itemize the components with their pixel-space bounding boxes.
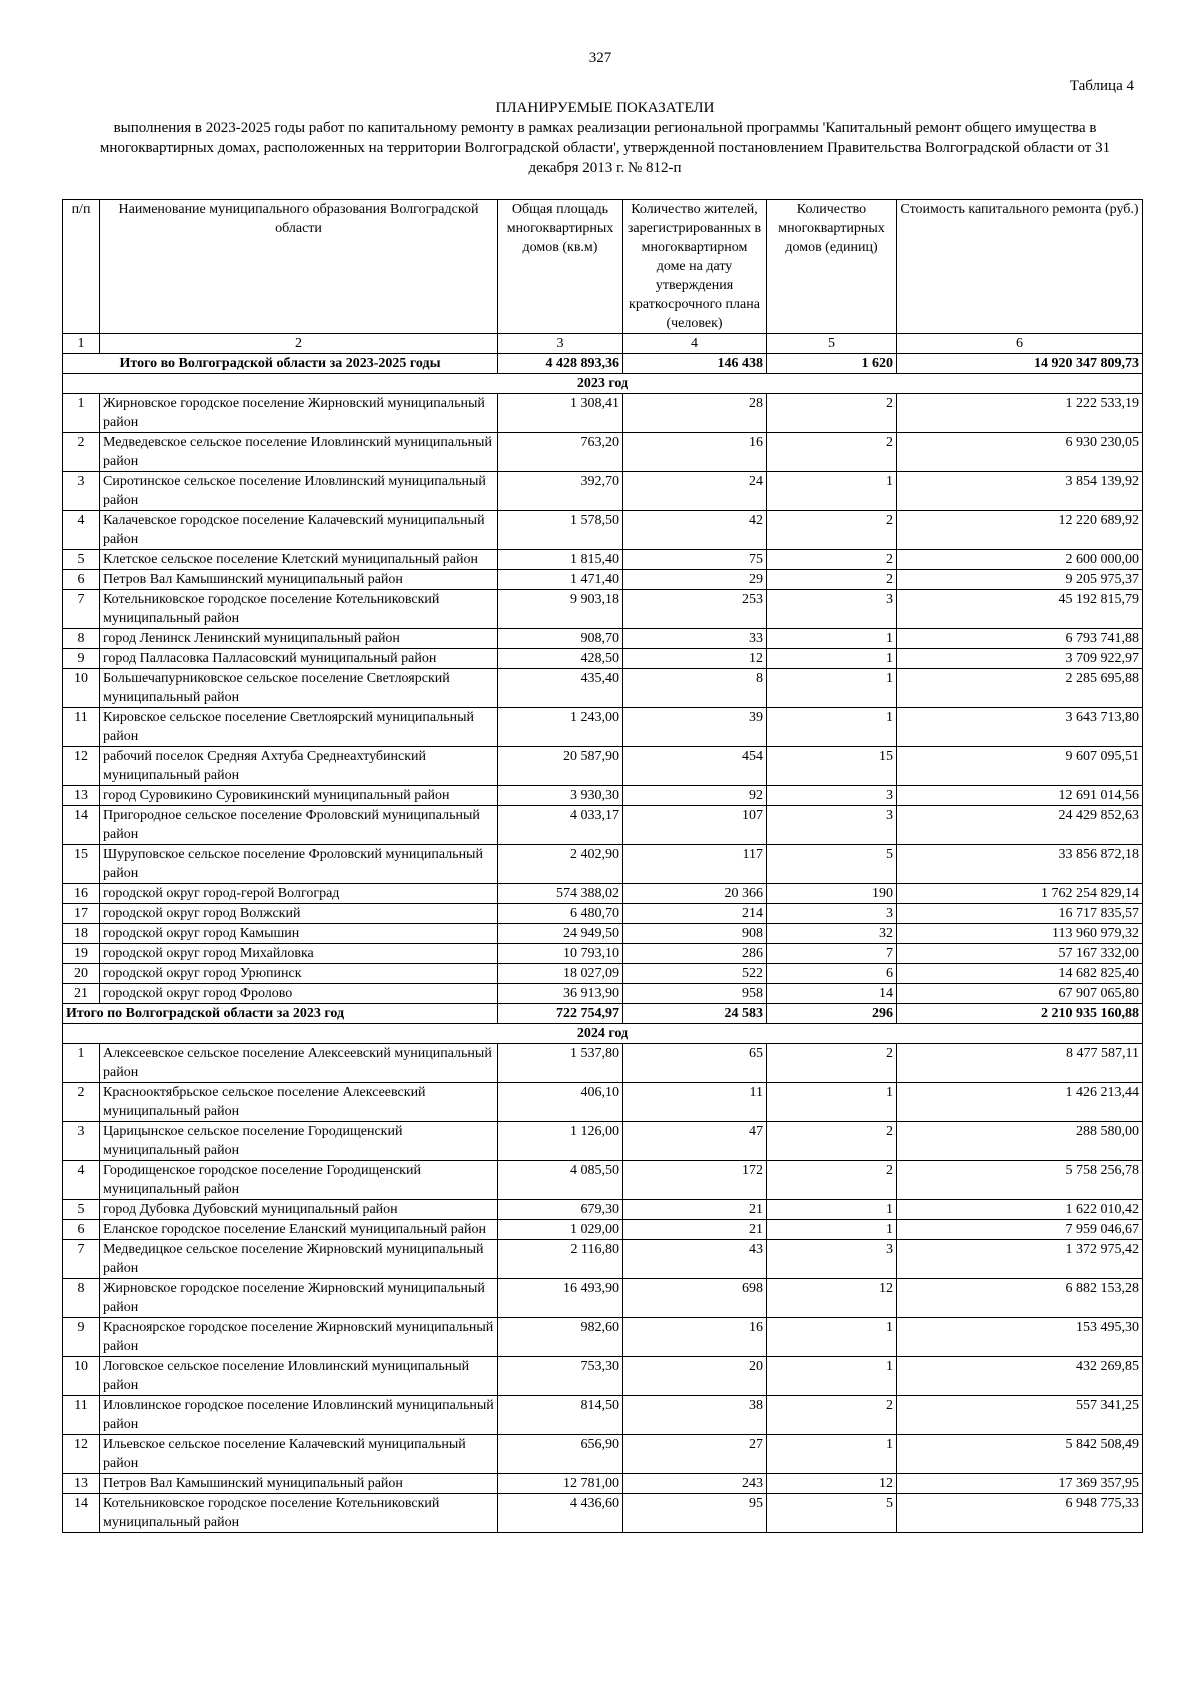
column-number: 1 [63,334,100,354]
year-total-residents: 24 583 [623,1004,767,1024]
houses-value: 14 [767,984,897,1004]
municipality-name: Медведевское сельское поселение Иловлинский муниципальный район [100,433,498,472]
municipality-name: Котельниковское городское поселение Котельниковский муниципальный район [100,1494,498,1533]
cost-value: 3 643 713,80 [897,708,1143,747]
municipality-name: Петров Вал Камышинский муниципальный район [100,1474,498,1494]
houses-value: 5 [767,1494,897,1533]
area-value: 1 029,00 [498,1220,623,1240]
cost-value: 557 341,25 [897,1396,1143,1435]
residents-value: 698 [623,1279,767,1318]
municipality-name: Красноярское городское поселение Жирновский муниципальный район [100,1318,498,1357]
table-row [63,1357,1143,1396]
table-row [63,1474,1143,1494]
row-number: 18 [63,924,100,944]
table-row [63,747,1143,786]
cost-value: 6 882 153,28 [897,1279,1143,1318]
cost-value: 9 205 975,37 [897,570,1143,590]
municipality-name: Медведицкое сельское поселение Жирновский муниципальный район [100,1240,498,1279]
header-cost: Стоимость капитального ремонта (руб.) [897,200,1143,334]
row-number: 13 [63,786,100,806]
area-value: 36 913,90 [498,984,623,1004]
area-value: 2 116,80 [498,1240,623,1279]
municipality-name: Клетское сельское поселение Клетский муниципальный район [100,550,498,570]
row-number: 15 [63,845,100,884]
table-row [63,1240,1143,1279]
houses-value: 2 [767,570,897,590]
header-houses: Количество многоквартирных домов (единиц) [767,200,897,334]
table-row [63,984,1143,1004]
residents-value: 21 [623,1220,767,1240]
column-number: 6 [897,334,1143,354]
residents-value: 16 [623,433,767,472]
houses-value: 2 [767,1044,897,1083]
cost-value: 5 758 256,78 [897,1161,1143,1200]
row-number: 8 [63,1279,100,1318]
municipality-name: Пригородное сельское поселение Фроловский муниципальный район [100,806,498,845]
residents-value: 908 [623,924,767,944]
area-value: 406,10 [498,1083,623,1122]
area-value: 1 243,00 [498,708,623,747]
header-row [63,200,1143,334]
cost-value: 1 426 213,44 [897,1083,1143,1122]
municipality-name: Еланское городское поселение Еланский муниципальный район [100,1220,498,1240]
row-number: 14 [63,806,100,845]
column-number-row [63,334,1143,354]
header-area: Общая площадь многоквартирных домов (кв.м) [498,200,623,334]
row-number: 19 [63,944,100,964]
year-total-houses: 296 [767,1004,897,1024]
row-number: 12 [63,747,100,786]
municipality-name: городской округ город Урюпинск [100,964,498,984]
cost-value: 153 495,30 [897,1318,1143,1357]
area-value: 6 480,70 [498,904,623,924]
row-number: 6 [63,570,100,590]
houses-value: 1 [767,472,897,511]
houses-value: 1 [767,669,897,708]
row-number: 10 [63,1357,100,1396]
municipality-name: город Дубовка Дубовский муниципальный район [100,1200,498,1220]
column-number: 3 [498,334,623,354]
table-row [63,1494,1143,1533]
houses-value: 2 [767,511,897,550]
grand-total-houses: 1 620 [767,354,897,374]
residents-value: 253 [623,590,767,629]
residents-value: 42 [623,511,767,550]
residents-value: 95 [623,1494,767,1533]
houses-value: 32 [767,924,897,944]
cost-value: 8 477 587,11 [897,1044,1143,1083]
table-row [63,1220,1143,1240]
table-row [63,1279,1143,1318]
header-municipality: Наименование муниципального образования Волгоградской области [100,200,498,334]
houses-value: 2 [767,1122,897,1161]
municipality-name: Большечапурниковское сельское поселение Светлоярский муниципальный район [100,669,498,708]
cost-value: 432 269,85 [897,1357,1143,1396]
table-row [63,1396,1143,1435]
houses-value: 1 [767,1200,897,1220]
houses-value: 3 [767,806,897,845]
row-number: 3 [63,472,100,511]
table-row [63,1044,1143,1083]
table-row [63,629,1143,649]
table-row [63,1122,1143,1161]
houses-value: 3 [767,904,897,924]
table-row [63,786,1143,806]
houses-value: 1 [767,1435,897,1474]
residents-value: 43 [623,1240,767,1279]
row-number: 2 [63,433,100,472]
grand-total-label: Итого во Волгоградской области за 2023-2025 годы [63,354,498,374]
houses-value: 1 [767,1083,897,1122]
houses-value: 190 [767,884,897,904]
table-row [63,1318,1143,1357]
cost-value: 7 959 046,67 [897,1220,1143,1240]
area-value: 1 308,41 [498,394,623,433]
table-row [63,845,1143,884]
grand-total-row [63,354,1143,374]
table-row [63,472,1143,511]
residents-value: 117 [623,845,767,884]
row-number: 4 [63,1161,100,1200]
houses-value: 15 [767,747,897,786]
table-row [63,944,1143,964]
area-value: 10 793,10 [498,944,623,964]
houses-value: 5 [767,845,897,884]
column-number: 2 [100,334,498,354]
year-label: 2023 год [63,374,1143,394]
table-row [63,904,1143,924]
year-header-row [63,1024,1143,1044]
residents-value: 107 [623,806,767,845]
cost-value: 12 220 689,92 [897,511,1143,550]
residents-value: 24 [623,472,767,511]
table-row [63,1435,1143,1474]
residents-value: 92 [623,786,767,806]
municipality-name: городской округ город Камышин [100,924,498,944]
houses-value: 6 [767,964,897,984]
area-value: 20 587,90 [498,747,623,786]
residents-value: 47 [623,1122,767,1161]
grand-total-area: 4 428 893,36 [498,354,623,374]
area-value: 9 903,18 [498,590,623,629]
houses-value: 2 [767,550,897,570]
row-number: 2 [63,1083,100,1122]
area-value: 1 578,50 [498,511,623,550]
residents-value: 8 [623,669,767,708]
municipality-name: Сиротинское сельское поселение Иловлинский муниципальный район [100,472,498,511]
municipality-name: Иловлинское городское поселение Иловлинский муниципальный район [100,1396,498,1435]
residents-value: 27 [623,1435,767,1474]
residents-value: 11 [623,1083,767,1122]
houses-value: 2 [767,394,897,433]
table-row [63,669,1143,708]
residents-value: 958 [623,984,767,1004]
area-value: 12 781,00 [498,1474,623,1494]
cost-value: 3 854 139,92 [897,472,1143,511]
cost-value: 45 192 815,79 [897,590,1143,629]
row-number: 21 [63,984,100,1004]
year-label: 2024 год [63,1024,1143,1044]
table-row [63,550,1143,570]
row-number: 5 [63,1200,100,1220]
row-number: 5 [63,550,100,570]
area-value: 392,70 [498,472,623,511]
municipality-name: Жирновское городское поселение Жирновский муниципальный район [100,1279,498,1318]
header-number: п/п [63,200,100,334]
table-row [63,394,1143,433]
residents-value: 243 [623,1474,767,1494]
area-value: 982,60 [498,1318,623,1357]
area-value: 2 402,90 [498,845,623,884]
residents-value: 16 [623,1318,767,1357]
municipality-name: город Ленинск Ленинский муниципальный район [100,629,498,649]
row-number: 1 [63,394,100,433]
cost-value: 6 948 775,33 [897,1494,1143,1533]
houses-value: 12 [767,1474,897,1494]
row-number: 7 [63,1240,100,1279]
area-value: 1 126,00 [498,1122,623,1161]
municipality-name: Кировское сельское поселение Светлоярский муниципальный район [100,708,498,747]
cost-value: 17 369 357,95 [897,1474,1143,1494]
table-row [63,590,1143,629]
houses-value: 1 [767,629,897,649]
cost-value: 1 762 254 829,14 [897,884,1143,904]
cost-value: 67 907 065,80 [897,984,1143,1004]
municipality-name: городской округ город-герой Волгоград [100,884,498,904]
residents-value: 38 [623,1396,767,1435]
cost-value: 5 842 508,49 [897,1435,1143,1474]
area-value: 679,30 [498,1200,623,1220]
cost-value: 288 580,00 [897,1122,1143,1161]
municipality-name: Краснооктябрьское сельское поселение Алексеевский муниципальный район [100,1083,498,1122]
table-row [63,1161,1143,1200]
table-row [63,649,1143,669]
municipality-name: городской округ город Фролово [100,984,498,1004]
residents-value: 172 [623,1161,767,1200]
area-value: 1 471,40 [498,570,623,590]
table-row [63,1200,1143,1220]
municipality-name: Городищенское городское поселение Городищенский муниципальный район [100,1161,498,1200]
houses-value: 2 [767,1161,897,1200]
table-label: Таблица 4 [1069,78,1134,94]
area-value: 4 436,60 [498,1494,623,1533]
cost-value: 33 856 872,18 [897,845,1143,884]
row-number: 10 [63,669,100,708]
column-number: 5 [767,334,897,354]
area-value: 753,30 [498,1357,623,1396]
row-number: 20 [63,964,100,984]
houses-value: 1 [767,708,897,747]
residents-value: 33 [623,629,767,649]
municipality-name: Котельниковское городское поселение Котельниковский муниципальный район [100,590,498,629]
column-number: 4 [623,334,767,354]
cost-value: 12 691 014,56 [897,786,1143,806]
cost-value: 24 429 852,63 [897,806,1143,845]
houses-value: 2 [767,433,897,472]
cost-value: 14 682 825,40 [897,964,1143,984]
houses-value: 3 [767,1240,897,1279]
row-number: 14 [63,1494,100,1533]
cost-value: 9 607 095,51 [897,747,1143,786]
area-value: 428,50 [498,649,623,669]
indicators-table [62,199,1143,1533]
table-row [63,924,1143,944]
residents-value: 522 [623,964,767,984]
table-row [63,708,1143,747]
cost-value: 1 372 975,42 [897,1240,1143,1279]
grand-total-residents: 146 438 [623,354,767,374]
area-value: 656,90 [498,1435,623,1474]
table-row [63,964,1143,984]
residents-value: 286 [623,944,767,964]
title-description: выполнения в 2023-2025 годы работ по капитальному ремонту в рамках реализации региональной программы 'Капитальный ремонт общего имущества в многоквартирных домах, расположенных на территории Волгоградской области', утвержденной постановлением Правительства Волгоградской области от 31 декабря 2013 г. № 812-п [99,120,1111,176]
houses-value: 3 [767,786,897,806]
residents-value: 39 [623,708,767,747]
year-total-row [63,1004,1143,1024]
area-value: 18 027,09 [498,964,623,984]
houses-value: 1 [767,1357,897,1396]
residents-value: 65 [623,1044,767,1083]
row-number: 9 [63,1318,100,1357]
table-row [63,511,1143,550]
residents-value: 214 [623,904,767,924]
table-row [63,570,1143,590]
area-value: 24 949,50 [498,924,623,944]
row-number: 17 [63,904,100,924]
row-number: 11 [63,1396,100,1435]
table-row [63,806,1143,845]
row-number: 7 [63,590,100,629]
row-number: 1 [63,1044,100,1083]
header-residents: Количество жителей, зарегистрированных в многоквартирном доме на дату утверждения краткосрочного плана (человек) [623,200,767,334]
table-row [63,884,1143,904]
area-value: 574 388,02 [498,884,623,904]
area-value: 1 537,80 [498,1044,623,1083]
residents-value: 28 [623,394,767,433]
cost-value: 57 167 332,00 [897,944,1143,964]
area-value: 435,40 [498,669,623,708]
area-value: 3 930,30 [498,786,623,806]
year-header-row [63,374,1143,394]
year-total-area: 722 754,97 [498,1004,623,1024]
residents-value: 29 [623,570,767,590]
row-number: 11 [63,708,100,747]
houses-value: 1 [767,649,897,669]
cost-value: 6 793 741,88 [897,629,1143,649]
title-heading: ПЛАНИРУЕМЫЕ ПОКАЗАТЕЛИ [495,100,715,116]
row-number: 16 [63,884,100,904]
municipality-name: Жирновское городское поселение Жирновский муниципальный район [100,394,498,433]
cost-value: 2 600 000,00 [897,550,1143,570]
residents-value: 21 [623,1200,767,1220]
residents-value: 20 [623,1357,767,1396]
residents-value: 20 366 [623,884,767,904]
area-value: 763,20 [498,433,623,472]
area-value: 814,50 [498,1396,623,1435]
area-value: 4 085,50 [498,1161,623,1200]
row-number: 8 [63,629,100,649]
municipality-name: город Суровикино Суровикинский муниципальный район [100,786,498,806]
row-number: 3 [63,1122,100,1161]
area-value: 1 815,40 [498,550,623,570]
cost-value: 6 930 230,05 [897,433,1143,472]
page-number: 327 [588,50,612,66]
municipality-name: Царицынское сельское поселение Городищенский муниципальный район [100,1122,498,1161]
residents-value: 75 [623,550,767,570]
municipality-name: Калачевское городское поселение Калачевский муниципальный район [100,511,498,550]
grand-total-cost: 14 920 347 809,73 [897,354,1143,374]
table-row [63,433,1143,472]
area-value: 4 033,17 [498,806,623,845]
cost-value: 113 960 979,32 [897,924,1143,944]
cost-value: 1 622 010,42 [897,1200,1143,1220]
houses-value: 1 [767,1318,897,1357]
municipality-name: городской округ город Михайловка [100,944,498,964]
area-value: 16 493,90 [498,1279,623,1318]
municipality-name: Шуруповское сельское поселение Фроловский муниципальный район [100,845,498,884]
cost-value: 2 285 695,88 [897,669,1143,708]
table-row [63,1083,1143,1122]
residents-value: 454 [623,747,767,786]
municipality-name: Логовское сельское поселение Иловлинский муниципальный район [100,1357,498,1396]
row-number: 6 [63,1220,100,1240]
municipality-name: Ильевское сельское поселение Калачевский муниципальный район [100,1435,498,1474]
cost-value: 16 717 835,57 [897,904,1143,924]
houses-value: 7 [767,944,897,964]
cost-value: 1 222 533,19 [897,394,1143,433]
municipality-name: Петров Вал Камышинский муниципальный район [100,570,498,590]
document-title [90,98,1120,178]
houses-value: 12 [767,1279,897,1318]
cost-value: 3 709 922,97 [897,649,1143,669]
houses-value: 2 [767,1396,897,1435]
year-total-cost: 2 210 935 160,88 [897,1004,1143,1024]
row-number: 4 [63,511,100,550]
row-number: 9 [63,649,100,669]
municipality-name: городской округ город Волжский [100,904,498,924]
municipality-name: Алексеевское сельское поселение Алексеевский муниципальный район [100,1044,498,1083]
residents-value: 12 [623,649,767,669]
year-total-label: Итого по Волгоградской области за 2023 год [63,1004,498,1024]
area-value: 908,70 [498,629,623,649]
row-number: 12 [63,1435,100,1474]
municipality-name: рабочий поселок Средняя Ахтуба Среднеахтубинский муниципальный район [100,747,498,786]
municipality-name: город Палласовка Палласовский муниципальный район [100,649,498,669]
row-number: 13 [63,1474,100,1494]
houses-value: 3 [767,590,897,629]
houses-value: 1 [767,1220,897,1240]
